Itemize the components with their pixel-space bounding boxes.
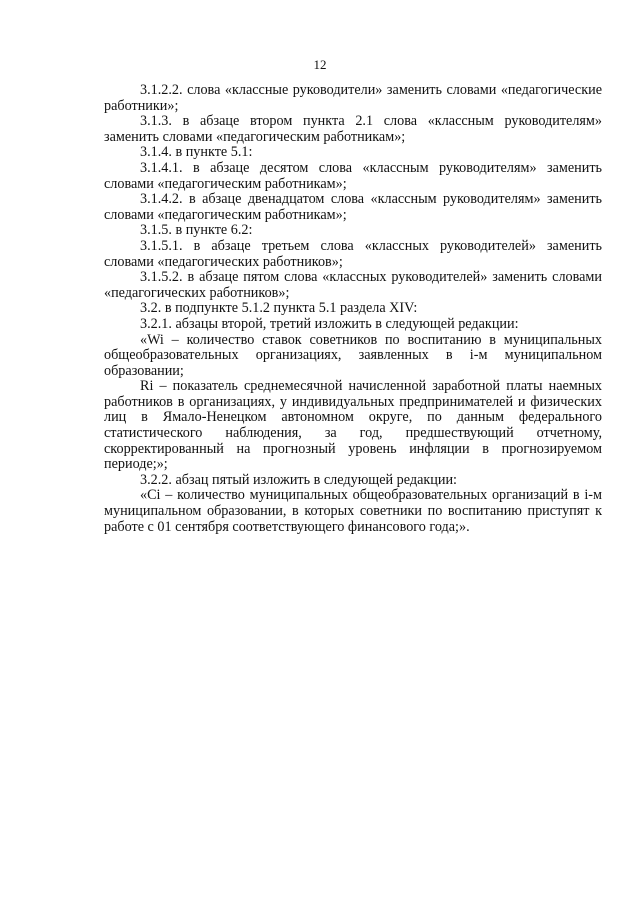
paragraph-3-1-5: 3.1.5. в пункте 6.2:: [140, 222, 253, 239]
paragraph-3-1-3: 3.1.3. в абзаце втором пункта 2.1 слова «классным руководителям» заменить словами «педагогическим работникам»;: [104, 113, 602, 145]
paragraph-3-1-5-2: 3.1.5.2. в абзаце пятом слова «классных руководителей» заменить словами «педагогических работников»;: [104, 269, 602, 301]
paragraph-wi-definition: «Wi – количество ставок советников по воспитанию в муниципальных общеобразовательных организациях, заявленных в i-м муниципальном образовании;: [104, 331, 602, 379]
paragraph-3-2-1: 3.2.1. абзацы второй, третий изложить в следующей редакции:: [140, 315, 519, 332]
paragraph-ci-definition: «Ci – количество муниципальных общеобразовательных организаций в i-м муниципальном образовании, в которых советники по воспитанию приступят к работе с 01 сентября соответствующего финансового года;».: [104, 487, 602, 535]
paragraph-3-1-4: 3.1.4. в пункте 5.1:: [140, 144, 253, 161]
paragraph-3-2: 3.2. в подпункте 5.1.2 пункта 5.1 раздела XIV:: [140, 300, 418, 317]
document-body: [104, 83, 602, 535]
paragraph-3-1-4-1: 3.1.4.1. в абзаце десятом слова «классным руководителям» заменить словами «педагогическим работникам»;: [104, 159, 602, 192]
paragraph-ri-definition: Ri – показатель среднемесячной начисленной заработной платы наемных работников в организациях, у индивидуальных предпринимателей и физических лиц в Ямало-Ненецком автономном округе, по данным федерального статистического наблюдения, за год, предшествующий отчетному, скорректированный на прогнозный уровень инфляции в прогнозируемом периоде;»;: [104, 378, 602, 473]
page-number: 12: [313, 57, 327, 72]
paragraph-3-1-4-2: 3.1.4.2. в абзаце двенадцатом слова «классным руководителям» заменить словами «педагогическим работникам»;: [104, 191, 602, 223]
paragraph-3-2-2: 3.2.2. абзац пятый изложить в следующей редакции:: [140, 471, 457, 488]
paragraph-3-1-2-2: 3.1.2.2. слова «классные руководители» заменить словами «педагогические работники»;: [104, 82, 602, 114]
paragraph-3-1-5-1: 3.1.5.1. в абзаце третьем слова «классных руководителей» заменить словами «педагогических работников»;: [104, 237, 602, 270]
